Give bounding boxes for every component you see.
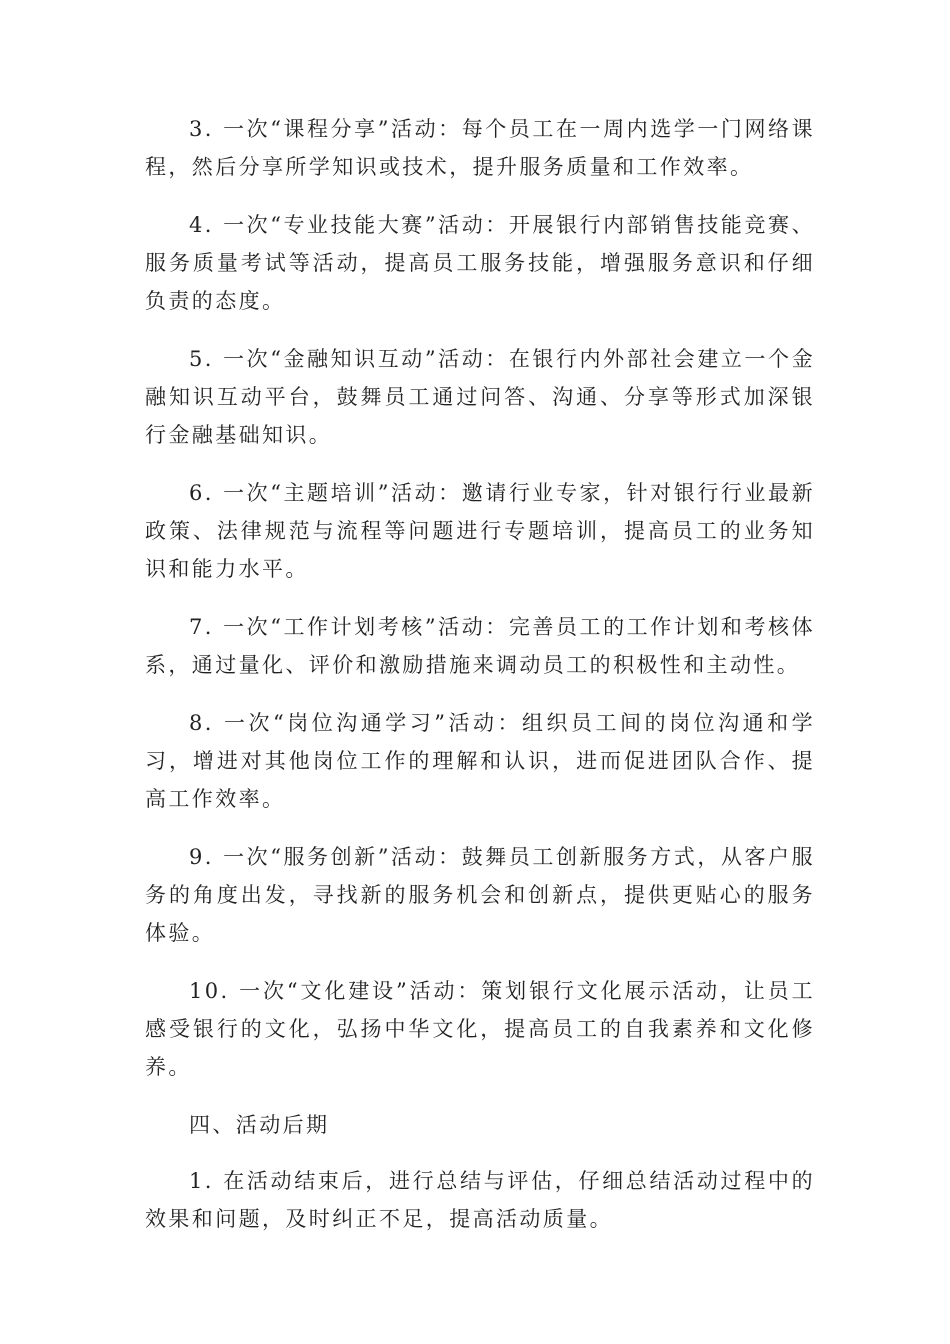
- paragraph-skills-contest: 4. 一次“专业技能大赛”活动：开展银行内部销售技能竞赛、服务质量考试等活动，提高员工服务技能，增强服务意识和仔细负责的态度。: [145, 213, 815, 313]
- paragraph-theme-training: 6. 一次“主题培训”活动：邀请行业专家，针对银行行业最新政策、法律规范与流程等问题进行专题培训，提高员工的业务知识和能力水平。: [145, 481, 815, 581]
- document-body: [145, 110, 815, 1258]
- paragraph-service-innovation: 9. 一次“服务创新”活动：鼓舞员工创新服务方式，从客户服务的角度出发，寻找新的服务机会和创新点，提供更贴心的服务体验。: [145, 845, 815, 945]
- paragraph-summary-evaluation: 1. 在活动结束后，进行总结与评估，仔细总结活动过程中的效果和问题，及时纠正不足，提高活动质量。: [145, 1169, 815, 1231]
- paragraph-culture-building: 10. 一次“文化建设”活动：策划银行文化展示活动，让员工感受银行的文化，弘扬中华文化，提高员工的自我素养和文化修养。: [145, 979, 815, 1079]
- paragraph-post-communication: 8. 一次“岗位沟通学习”活动：组织员工间的岗位沟通和学习，增进对其他岗位工作的理解和认识，进而促进团队合作、提高工作效率。: [145, 711, 815, 811]
- section-heading-post-activity: 四、活动后期: [189, 1113, 330, 1137]
- paragraph-work-plan-assessment: 7. 一次“工作计划考核”活动：完善员工的工作计划和考核体系，通过量化、评价和激励措施来调动员工的积极性和主动性。: [145, 615, 815, 677]
- paragraph-course-sharing: 3. 一次“课程分享”活动：每个员工在一周内选学一门网络课程，然后分享所学知识或技术，提升服务质量和工作效率。: [145, 117, 815, 179]
- paragraph-finance-knowledge: 5. 一次“金融知识互动”活动：在银行内外部社会建立一个金融知识互动平台，鼓舞员工通过问答、沟通、分享等形式加深银行金融基础知识。: [145, 347, 815, 447]
